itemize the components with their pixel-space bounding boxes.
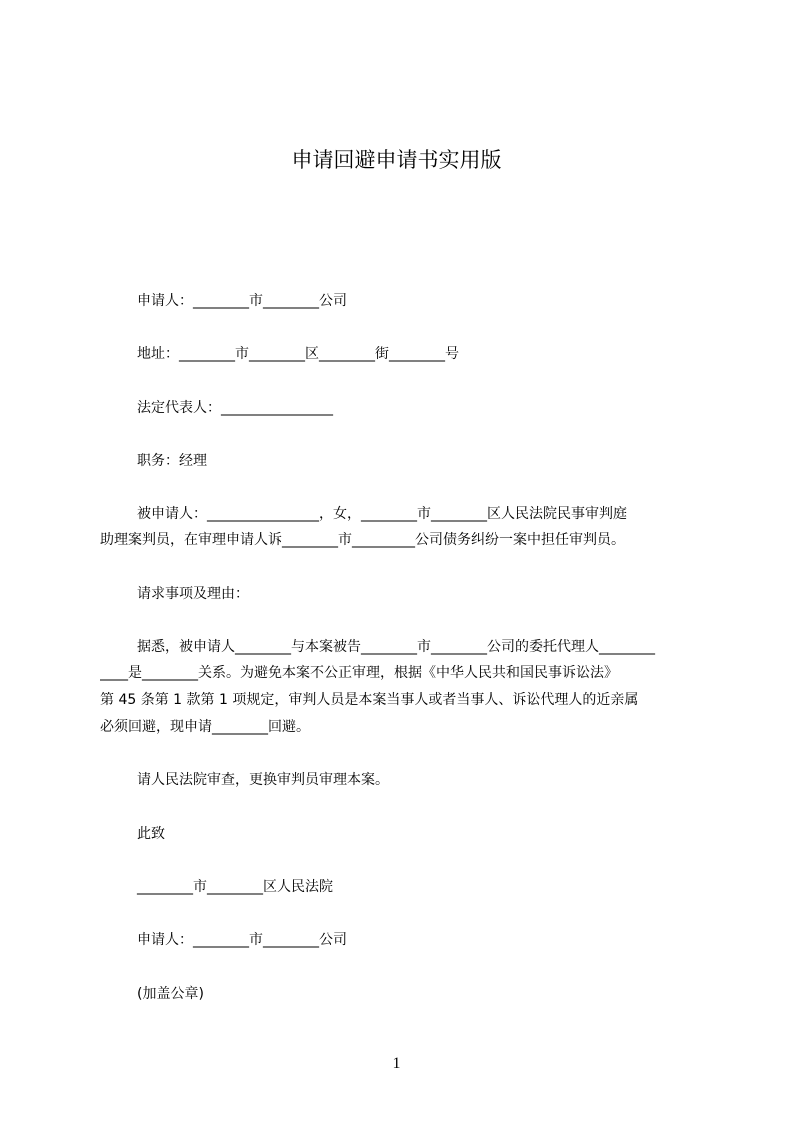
request-heading: 请求事项及理由： (137, 586, 249, 602)
position-line: 职务：经理 (137, 453, 207, 469)
seal-note: (加盖公章) (137, 986, 204, 1002)
reason-line-3: 第 45 条第 1 款第 1 项规定，审判人员是本案当事人或者当事人、诉讼代理人的近亲属 (100, 692, 639, 708)
respondent-line-cont: 助理案判员，在审理申请人诉________市_________公司债务纠纷一案中担任审判员。 (100, 532, 625, 548)
signature-applicant-line: 申请人：________市________公司 (137, 932, 347, 948)
page-number: 1 (392, 1055, 401, 1072)
legal-rep-line: 法定代表人：________________ (137, 400, 333, 416)
reason-line-4: 必须回避，现申请________回避。 (100, 719, 310, 735)
review-request-line: 请人民法院审查，更换审判员审理本案。 (137, 772, 389, 788)
applicant-line: 申请人：________市________公司 (137, 293, 347, 309)
document-title: 申请回避申请书实用版 (291, 148, 502, 172)
reason-line-1: 据悉，被申请人________与本案被告________市________公司的委托代理人________ (137, 639, 655, 655)
court-line: ________市________区人民法院 (137, 879, 333, 895)
address-line: 地址：________市________区________街________号 (137, 346, 459, 362)
reason-line-2: ____是________关系。为避免本案不公正审理，根据《中华人民共和国民事诉讼法》 (100, 665, 618, 681)
salutation-line: 此致 (137, 826, 165, 842)
respondent-line: 被申请人：________________，女，________市________区人民法院民事审判庭 (137, 506, 627, 522)
